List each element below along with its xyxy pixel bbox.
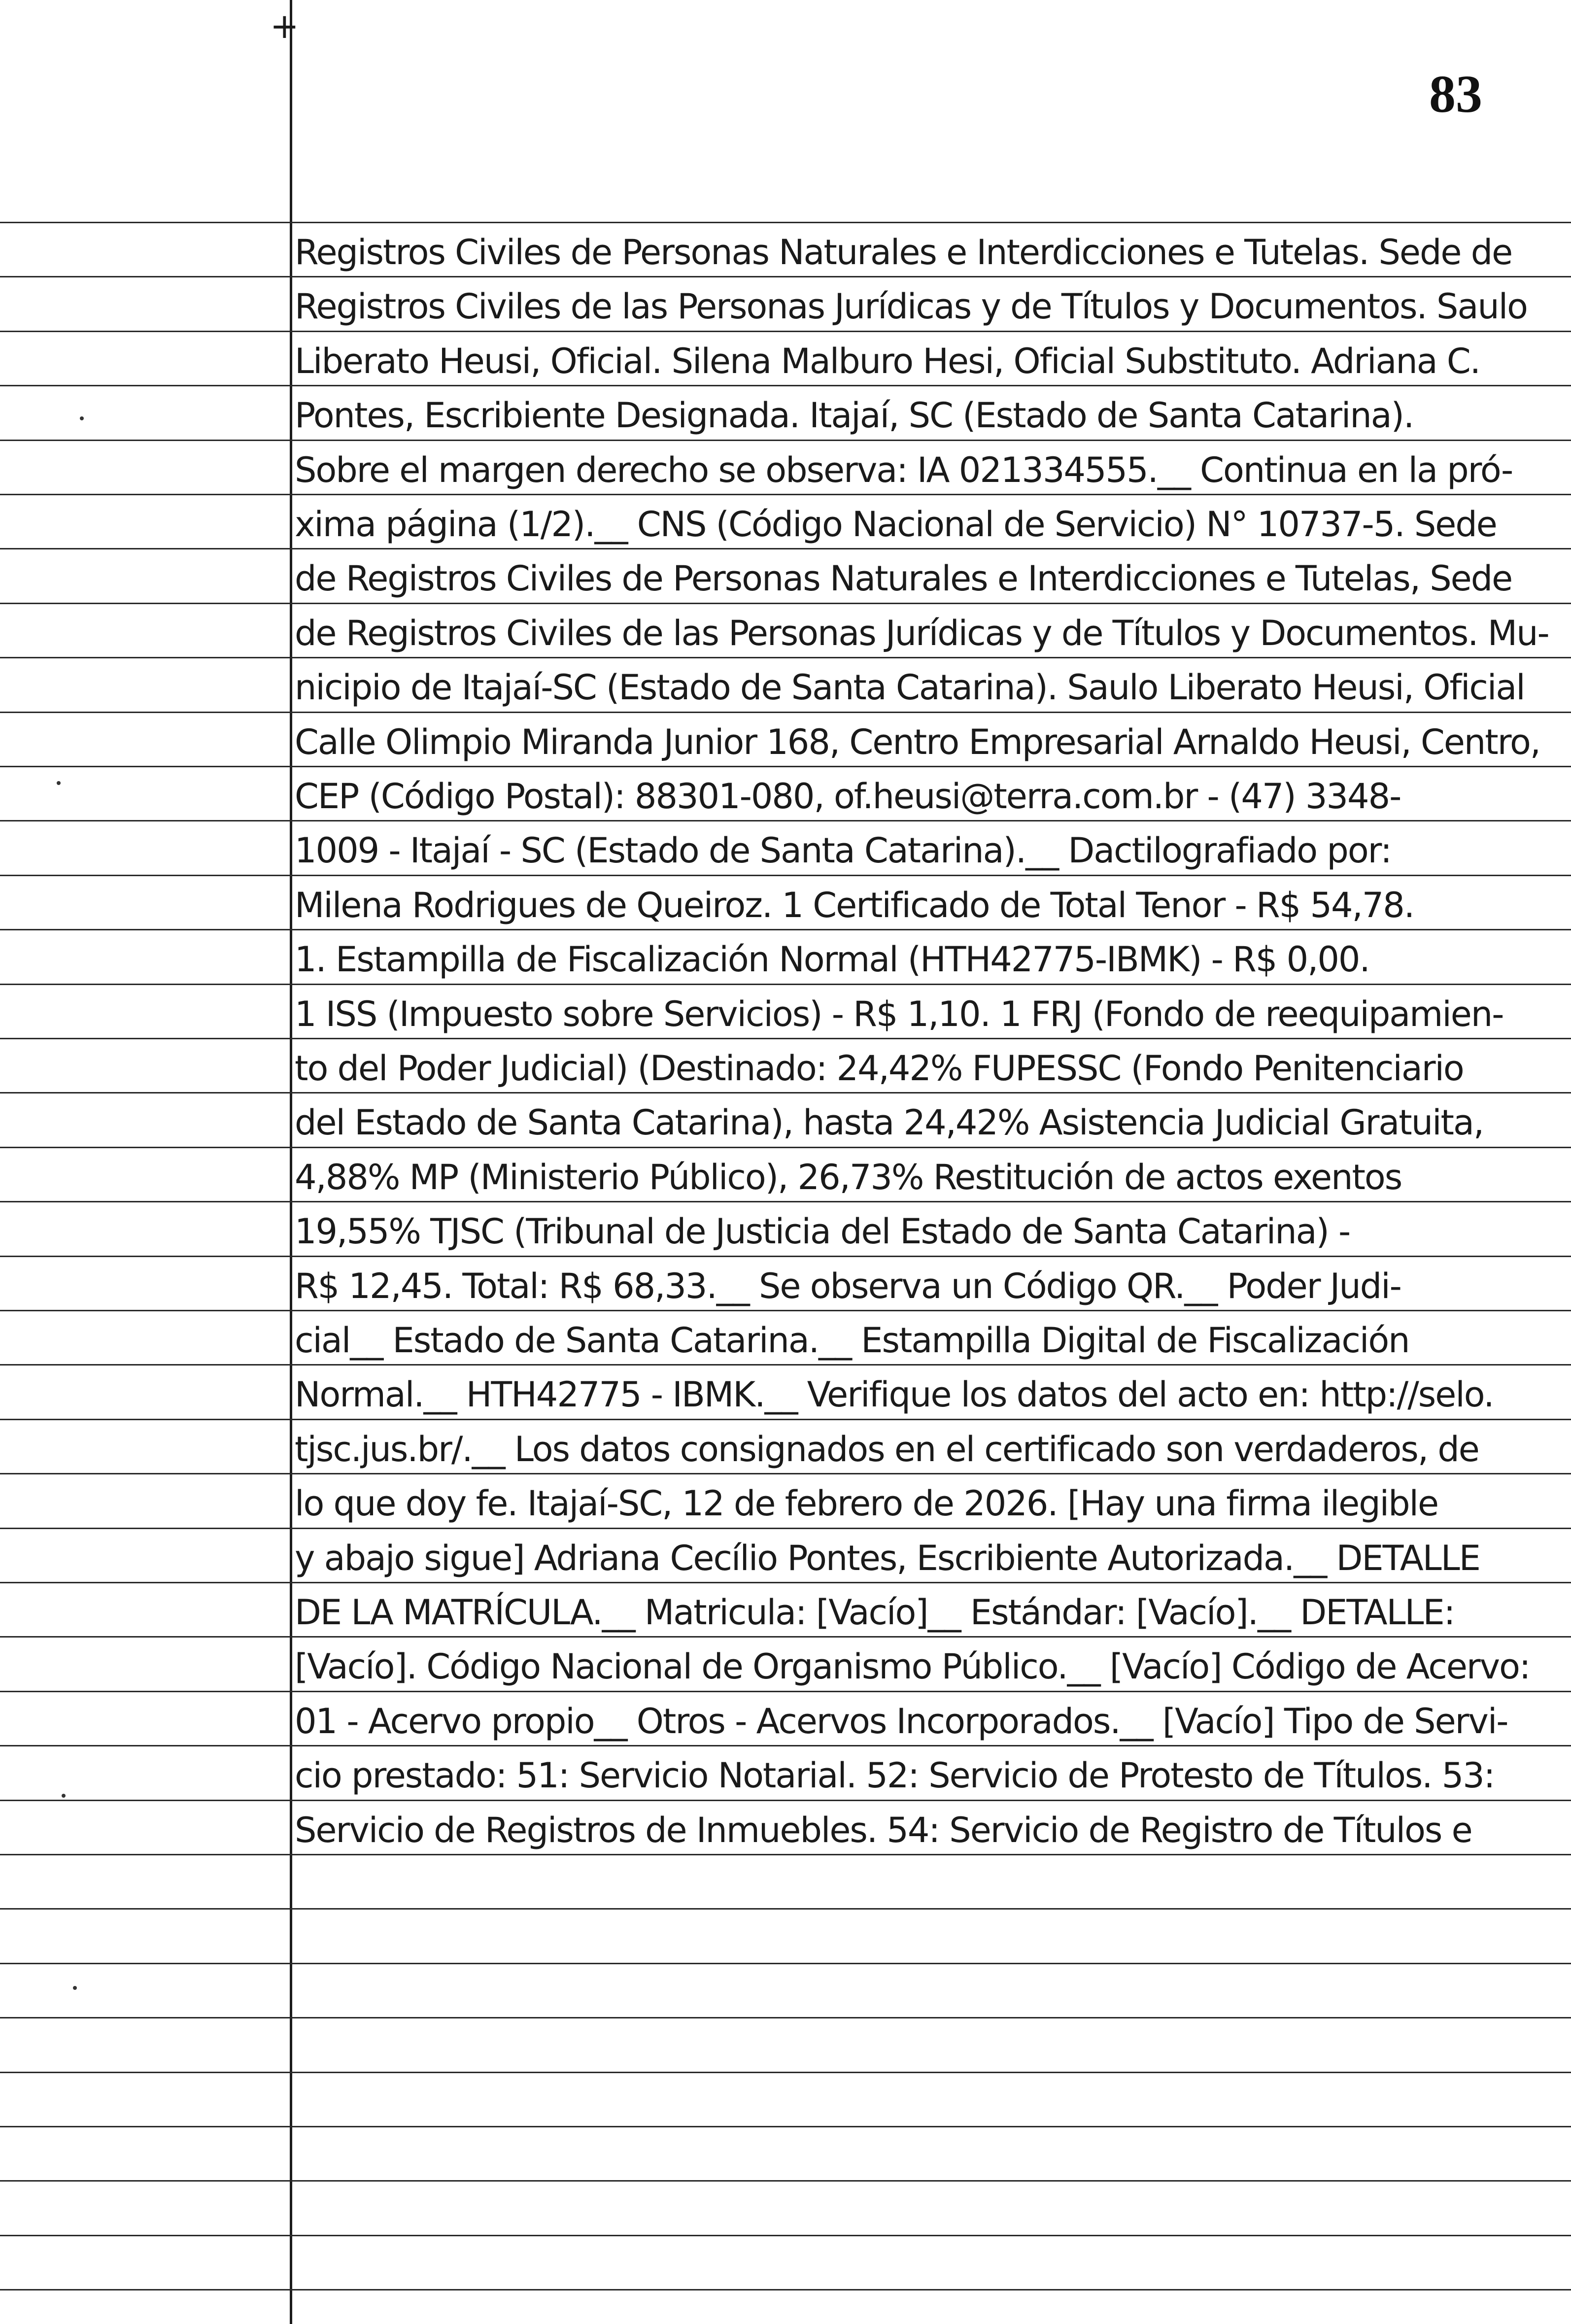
ruled-line bbox=[0, 875, 1571, 876]
text-line: Calle Olimpio Miranda Junior 168, Centro Empresarial Arnaldo Heusi, Centro, bbox=[295, 722, 1540, 762]
ruled-line bbox=[0, 603, 1571, 604]
ruled-line bbox=[0, 820, 1571, 821]
ruled-line bbox=[0, 2072, 1571, 2073]
page-number: 83 bbox=[1429, 65, 1482, 124]
ruled-line bbox=[0, 331, 1571, 332]
ruled-line bbox=[0, 548, 1571, 549]
ruled-line bbox=[0, 1745, 1571, 1746]
ruled-line bbox=[0, 1473, 1571, 1474]
ruled-line bbox=[0, 494, 1571, 495]
text-line: xima página (1/2).__ CNS (Código Nacional de Servicio) N° 10737-5. Sede bbox=[295, 504, 1497, 545]
text-line: 19,55% TJSC (Tribunal de Justicia del Estado de Santa Catarina) - bbox=[295, 1211, 1350, 1252]
ruled-line bbox=[0, 2017, 1571, 2018]
text-line: de Registros Civiles de Personas Naturales e Interdicciones e Tutelas, Sede bbox=[295, 558, 1512, 599]
ruled-line bbox=[0, 1201, 1571, 1202]
text-line: 1009 - Itajaí - SC (Estado de Santa Catarina).__ Dactilografiado por: bbox=[295, 830, 1391, 871]
text-line: CEP (Código Postal): 88301-080, of.heusi@terra.com.br - (47) 3348- bbox=[295, 776, 1401, 817]
ruled-line bbox=[0, 1147, 1571, 1148]
ruled-line bbox=[0, 1310, 1571, 1311]
ruled-line bbox=[0, 2126, 1571, 2127]
text-line: Pontes, Escribiente Designada. Itajaí, SC (Estado de Santa Catarina). bbox=[295, 395, 1414, 436]
text-line: 1. Estampilla de Fiscalización Normal (HTH42775-IBMK) - R$ 0,00. bbox=[295, 939, 1369, 980]
ruled-line bbox=[0, 1419, 1571, 1420]
ruled-line bbox=[0, 657, 1571, 658]
ruled-line bbox=[0, 385, 1571, 386]
text-line: y abajo sigue] Adriana Cecílio Pontes, Escribiente Autorizada.__ DETALLE bbox=[295, 1538, 1480, 1578]
ruled-line bbox=[0, 1800, 1571, 1801]
text-line: Normal.__ HTH42775 - IBMK.__ Verifique los datos del acto en: http://selo. bbox=[295, 1374, 1494, 1415]
text-line: Sobre el margen derecho se observa: IA 021334555.__ Continua en la pró- bbox=[295, 450, 1513, 490]
ruled-line bbox=[0, 984, 1571, 985]
ruled-line bbox=[0, 440, 1571, 441]
text-line: del Estado de Santa Catarina), hasta 24,42% Asistencia Judicial Gratuita, bbox=[295, 1102, 1484, 1143]
text-line: [Vacío]. Código Nacional de Organismo Público.__ [Vacío] Código de Acervo: bbox=[295, 1646, 1530, 1687]
ruled-line bbox=[0, 1908, 1571, 1910]
ruled-line bbox=[0, 1963, 1571, 1964]
margin-mark: + bbox=[270, 6, 299, 46]
text-line: de Registros Civiles de las Personas Jurídicas y de Títulos y Documentos. Mu- bbox=[295, 613, 1549, 653]
ruled-line bbox=[0, 2289, 1571, 2290]
text-line: cial__ Estado de Santa Catarina.__ Estampilla Digital de Fiscalización bbox=[295, 1320, 1409, 1361]
text-line: DE LA MATRÍCULA.__ Matricula: [Vacío]__ Estándar: [Vacío].__ DETALLE: bbox=[295, 1592, 1455, 1633]
ruled-line bbox=[0, 1092, 1571, 1094]
ruled-line bbox=[0, 712, 1571, 713]
ruled-line bbox=[0, 1582, 1571, 1583]
text-line: R$ 12,45. Total: R$ 68,33.__ Se observa un Código QR.__ Poder Judi- bbox=[295, 1266, 1401, 1306]
text-line: to del Poder Judicial) (Destinado: 24,42% FUPESSC (Fondo Penitenciario bbox=[295, 1048, 1464, 1089]
text-line: cio prestado: 51: Servicio Notarial. 52: Servicio de Protesto de Títulos. 53: bbox=[295, 1755, 1495, 1796]
ruled-line bbox=[0, 1364, 1571, 1366]
text-line: Liberato Heusi, Oficial. Silena Malburo Hesi, Oficial Substituto. Adriana C. bbox=[295, 341, 1480, 381]
text-line: Milena Rodrigues de Queiroz. 1 Certificado de Total Tenor - R$ 54,78. bbox=[295, 885, 1414, 925]
text-line: Registros Civiles de las Personas Jurídicas y de Títulos y Documentos. Saulo bbox=[295, 286, 1527, 327]
ruled-line bbox=[0, 1528, 1571, 1529]
ruled-line bbox=[0, 1256, 1571, 1257]
ruled-line bbox=[0, 2180, 1571, 2182]
ruled-line bbox=[0, 222, 1571, 223]
text-line: tjsc.jus.br/.__ Los datos consignados en el certificado son verdaderos, de bbox=[295, 1429, 1479, 1470]
text-line: 4,88% MP (Ministerio Público), 26,73% Restitución de actos exentos bbox=[295, 1157, 1402, 1197]
ruled-line bbox=[0, 929, 1571, 930]
ruled-line bbox=[0, 1691, 1571, 1692]
text-line: Servicio de Registros de Inmuebles. 54: Servicio de Registro de Títulos e bbox=[295, 1810, 1472, 1850]
ruled-line bbox=[0, 276, 1571, 277]
ruled-line bbox=[0, 1636, 1571, 1638]
text-line: Registros Civiles de Personas Naturales e Interdicciones e Tutelas. Sede de bbox=[295, 232, 1512, 273]
text-line: nicipio de Itajaí-SC (Estado de Santa Catarina). Saulo Liberato Heusi, Oficial bbox=[295, 667, 1525, 708]
text-line: 1 ISS (Impuesto sobre Servicios) - R$ 1,10. 1 FRJ (Fondo de reequipamien- bbox=[295, 994, 1503, 1034]
text-line: lo que doy fe. Itajaí-SC, 12 de febrero de 2026. [Hay una firma ilegible bbox=[295, 1483, 1438, 1524]
ruled-line bbox=[0, 2235, 1571, 2236]
ruled-line bbox=[0, 766, 1571, 767]
ruled-line bbox=[0, 1854, 1571, 1855]
text-line: 01 - Acervo propio__ Otros - Acervos Incorporados.__ [Vacío] Tipo de Servi- bbox=[295, 1701, 1508, 1742]
ruled-line bbox=[0, 1038, 1571, 1039]
